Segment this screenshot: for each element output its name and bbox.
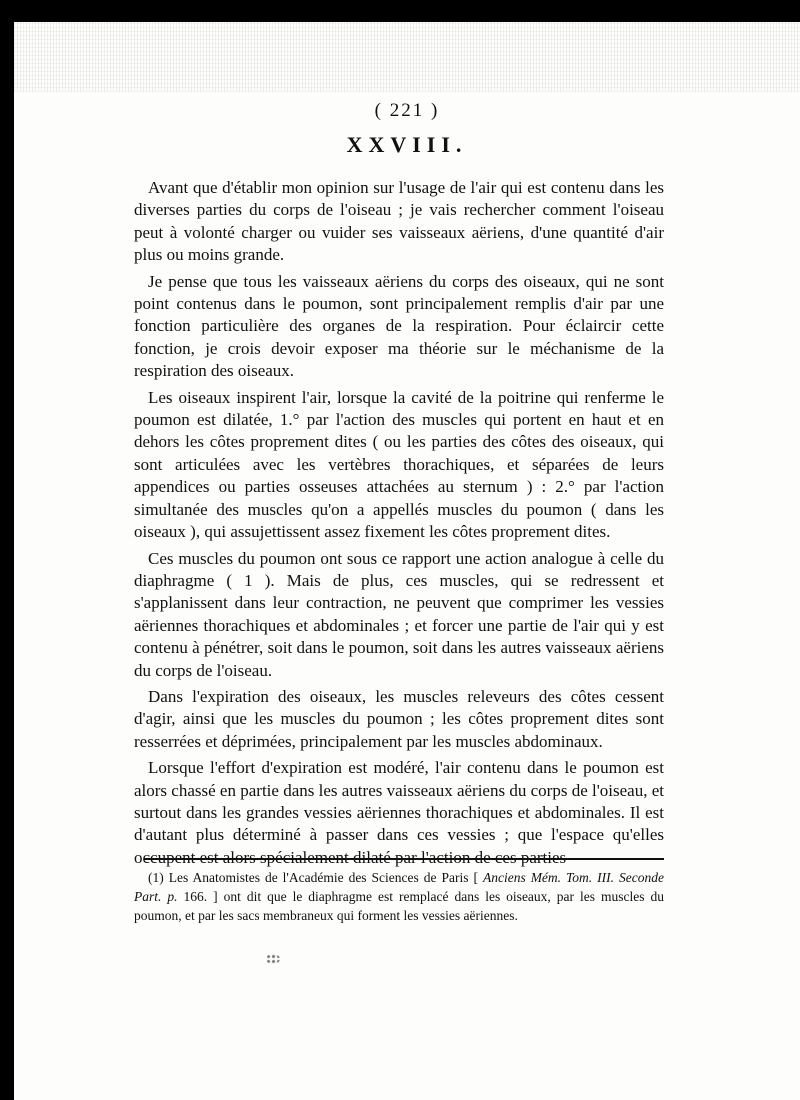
paragraph: Dans l'expiration des oiseaux, les muscles releveurs des côtes cessent d'agir, ainsi que les muscles du poumon ; les côtes proprement dites sont resserrées et déprimées, principalement par les muscles abdominaux. [134,686,664,751]
paragraph: Je pense que tous les vaisseaux aëriens du corps des oiseaux, qui ne sont point contenus dans le poumon, sont principalement remplis d'air par une fonction particulière des organes de la respiration. Pour éclaircir cette fonction, je crois devoir exposer ma théorie sur le méchanisme de la respiration des oiseaux. [134,271,664,381]
body-text [134,177,664,869]
paragraph: Avant que d'établir mon opinion sur l'usage de l'air qui est contenu dans les diverses parties du corps de l'oiseau ; je vais rechercher comment l'oiseau peut à volonté charger ou vuider ses vaisseaux aëriens, d'une quantité d'air plus ou moins grande. [134,178,664,265]
footnote-citation: Anciens Mém. Tom. III. Seconde Part. p. [134,870,664,904]
section-heading: XXVIII. [346,132,468,157]
footnote-text-end: 166. ] ont dit que le diaphragme est remplacé dans les oiseaux, par les muscles du poumon, et par les sacs membraneux qui forment les vessies aëriennes. [134,889,664,923]
footnote [134,868,664,925]
footnote-text-start: (1) Les Anatomistes de l'Académie des Sciences de Paris [ [148,870,483,885]
document-page [14,22,800,1100]
paragraph: Lorsque l'effort d'expiration est modéré, l'air contenu dans le poumon est alors chassé en partie dans les autres vaisseaux aëriens du corps de l'oiseau, et surtout dans les grandes vessies aëriennes thorachiques et abdominales. Il est d'autant plus déterminé à passer dans ces vessies ; que l'espace qu'elles occupent est alors spécialement dilaté par l'action de ces parties [134,758,664,867]
paper-speck [266,954,280,964]
page-number: ( 221 ) [374,100,440,121]
footnote-divider [144,858,664,860]
paragraph: Ces muscles du poumon ont sous ce rapport une action analogue à celle du diaphragme ( 1 ). Mais de plus, ces muscles, qui se redressent et s'applanissent dans leur contraction, ne peuvent que comprimer les vessies aëriennes thorachiques et abdominales ; et forcer une partie de l'air qui y est contenu à pénétrer, soit dans le poumon, soit dans les autres vaisseaux aëriens du corps de l'oiseau. [134,548,664,680]
paragraph: Les oiseaux inspirent l'air, lorsque la cavité de la poitrine qui renferme le poumon est dilatée, 1.° par l'action des muscles qui portent en haut et en dehors les côtes proprement dites ( ou les parties des côtes des oiseaux, qui sont articulées avec les vertèbres thorachiques, et séparées de leurs appendices ou parties osseuses attachées au sternum ) : 2.° par l'action simultanée des muscles qu'on a appellés muscles du poumon ( dans les oiseaux ), qui assujettissent assez fixement les côtes proprement dites. [134,387,664,542]
